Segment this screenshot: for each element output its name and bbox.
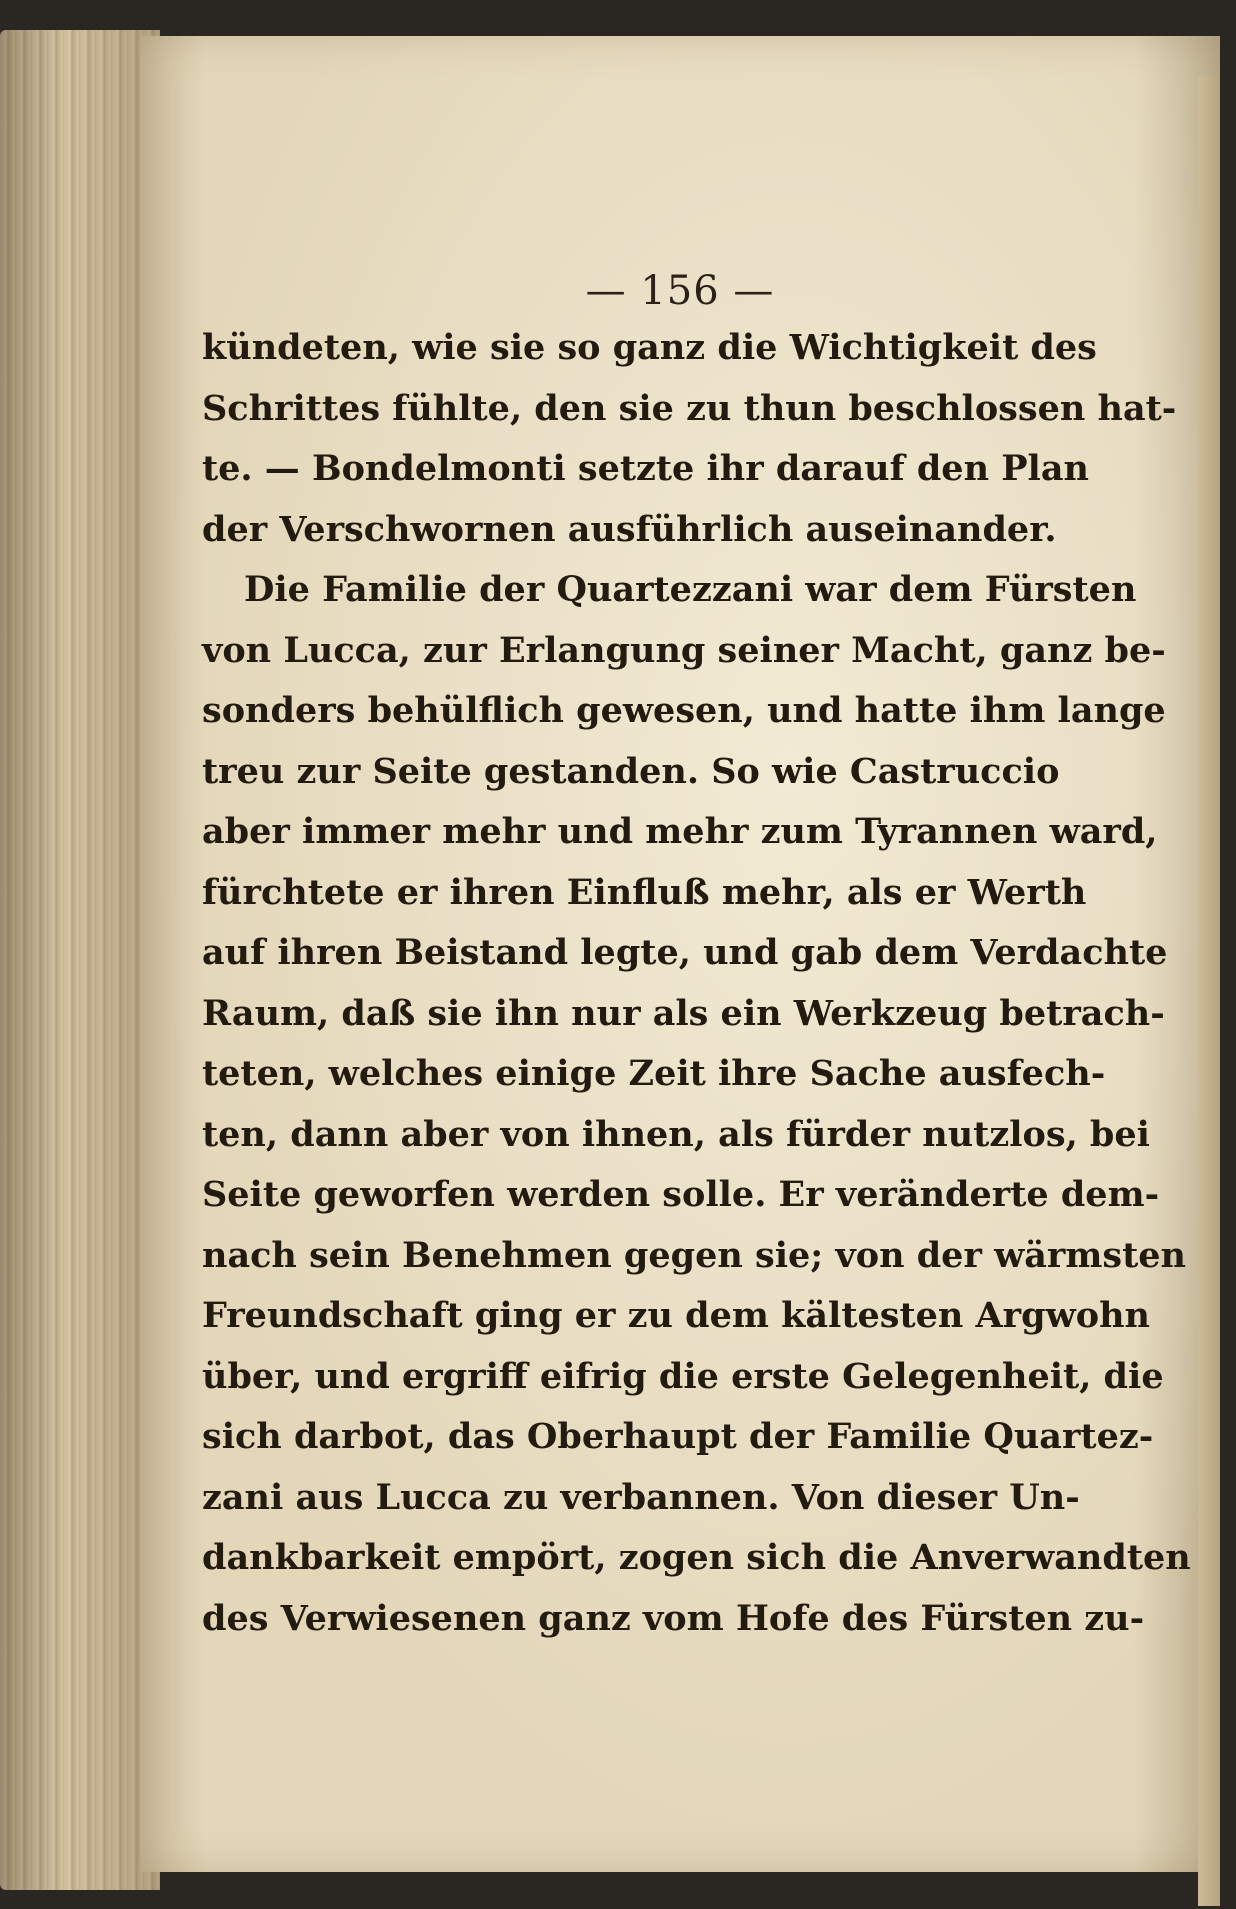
text-line: te. — Bondelmonti setzte ihr darauf den Plan xyxy=(202,448,1089,489)
text-line: Seite geworfen werden solle. Er veränderte dem- xyxy=(202,1174,1160,1215)
text-line: zani aus Lucca zu verbannen. Von dieser Un- xyxy=(202,1476,1080,1518)
text-line: Raum, daß sie ihn nur als ein Werkzeug betrach- xyxy=(202,992,1165,1034)
text-line: über, und ergriff eifrig die erste Gelegenheit, die xyxy=(202,1355,1164,1397)
text-line: Schrittes fühlte, den sie zu thun beschlossen hat- xyxy=(202,387,1177,429)
text-line: dankbarkeit empört, zogen sich die Anverwandten xyxy=(202,1537,1191,1578)
text-line: Freundschaft ging er zu dem kältesten Argwohn xyxy=(202,1295,1150,1336)
text-line: kündeten, wie sie so ganz die Wichtigkeit des xyxy=(202,327,1097,368)
text-line: teten, welches einige Zeit ihre Sache ausfech- xyxy=(202,1053,1106,1094)
stacked-page-edges xyxy=(0,30,160,1890)
text-line: aber immer mehr und mehr zum Tyrannen ward, xyxy=(202,811,1158,852)
text-line: ten, dann aber von ihnen, als fürder nutzlos, bei xyxy=(202,1113,1150,1155)
page-gutter-edge xyxy=(1198,76,1220,1906)
text-line: sonders behülflich gewesen, und hatte ihm lange xyxy=(202,690,1166,731)
body-text xyxy=(202,318,1191,1649)
text-line: treu zur Seite gestanden. So wie Castruccio xyxy=(202,750,1060,792)
text-line: des Verwiesenen ganz vom Hofe des Fürsten zu- xyxy=(202,1597,1145,1639)
text-line: auf ihren Beistand legte, und gab dem Verdachte xyxy=(202,932,1168,973)
text-line: von Lucca, zur Erlangung seiner Macht, ganz be- xyxy=(202,629,1166,671)
page-number: — 156 — xyxy=(585,268,775,314)
text-line: sich darbot, das Oberhaupt der Familie Quartez- xyxy=(202,1416,1154,1457)
text-line: nach sein Benehmen gegen sie; von der wärmsten xyxy=(202,1234,1186,1276)
paragraph-start-line: Die Familie der Quartezzani war dem Fürsten xyxy=(244,569,1137,610)
text-line: der Verschwornen ausführlich auseinander. xyxy=(202,508,1057,550)
text-line: fürchtete er ihren Einfluß mehr, als er Werth xyxy=(202,871,1087,913)
